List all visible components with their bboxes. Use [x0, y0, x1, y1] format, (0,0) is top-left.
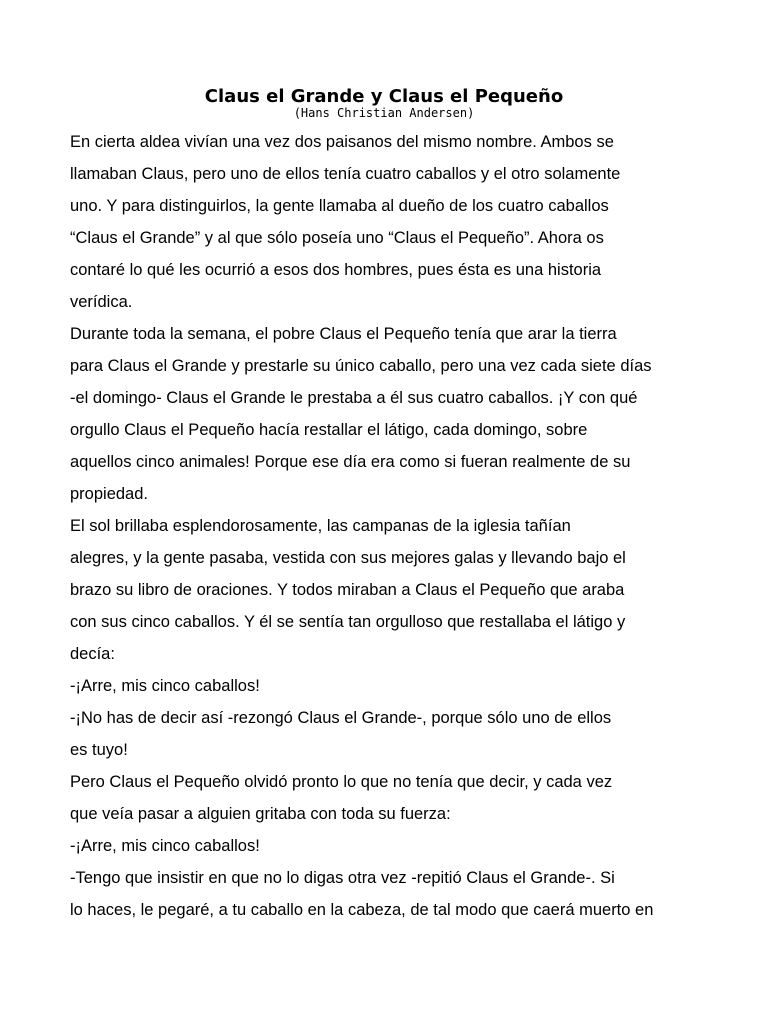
- text-line: “Claus el Grande” y al que sólo poseía uno “Claus el Pequeño”. Ahora os: [70, 229, 604, 247]
- document-author: (Hans Christian Andersen): [293, 106, 475, 120]
- text-line: para Claus el Grande y prestarle su único caballo, pero una vez cada siete días: [70, 357, 652, 375]
- text-line: verídica.: [70, 293, 133, 311]
- text-line: Durante toda la semana, el pobre Claus el Pequeño tenía que arar la tierra: [70, 325, 617, 343]
- text-line: llamaban Claus, pero uno de ellos tenía cuatro caballos y el otro solamente: [70, 165, 621, 183]
- text-line: es tuyo!: [70, 741, 128, 759]
- document-body: [70, 126, 710, 926]
- text-line: -¡No has de decir así -rezongó Claus el Grande-, porque sólo uno de ellos: [70, 709, 612, 727]
- text-line: uno. Y para distinguirlos, la gente llamaba al dueño de los cuatro caballos: [70, 197, 609, 215]
- text-line: -¡Arre, mis cinco caballos!: [70, 837, 260, 855]
- text-line: -el domingo- Claus el Grande le prestaba a él sus cuatro caballos. ¡Y con qué: [70, 389, 638, 407]
- text-line: -¡Arre, mis cinco caballos!: [70, 677, 260, 695]
- text-line: -Tengo que insistir en que no lo digas otra vez -repitió Claus el Grande-. Si: [70, 869, 615, 887]
- text-line: propiedad.: [70, 485, 148, 503]
- text-line: brazo su libro de oraciones. Y todos miraban a Claus el Pequeño que araba: [70, 581, 625, 599]
- text-line: que veía pasar a alguien gritaba con toda su fuerza:: [70, 805, 451, 823]
- text-line: El sol brillaba esplendorosamente, las campanas de la iglesia tañían: [70, 517, 571, 535]
- text-line: decía:: [70, 645, 115, 663]
- text-line: con sus cinco caballos. Y él se sentía tan orgulloso que restallaba el látigo y: [70, 613, 626, 631]
- text-line: En cierta aldea vivían una vez dos paisanos del mismo nombre. Ambos se: [70, 133, 614, 151]
- text-line: contaré lo qué les ocurrió a esos dos hombres, pues ésta es una historia: [70, 261, 602, 279]
- document-title: Claus el Grande y Claus el Pequeño: [204, 86, 564, 107]
- text-line: Pero Claus el Pequeño olvidó pronto lo que no tenía que decir, y cada vez: [70, 773, 613, 791]
- text-line: alegres, y la gente pasaba, vestida con sus mejores galas y llevando bajo el: [70, 549, 626, 567]
- text-line: aquellos cinco animales! Porque ese día era como si fueran realmente de su: [70, 453, 631, 471]
- text-line: orgullo Claus el Pequeño hacía restallar el látigo, cada domingo, sobre: [70, 421, 588, 439]
- text-line: lo haces, le pegaré, a tu caballo en la cabeza, de tal modo que caerá muerto en: [70, 901, 654, 919]
